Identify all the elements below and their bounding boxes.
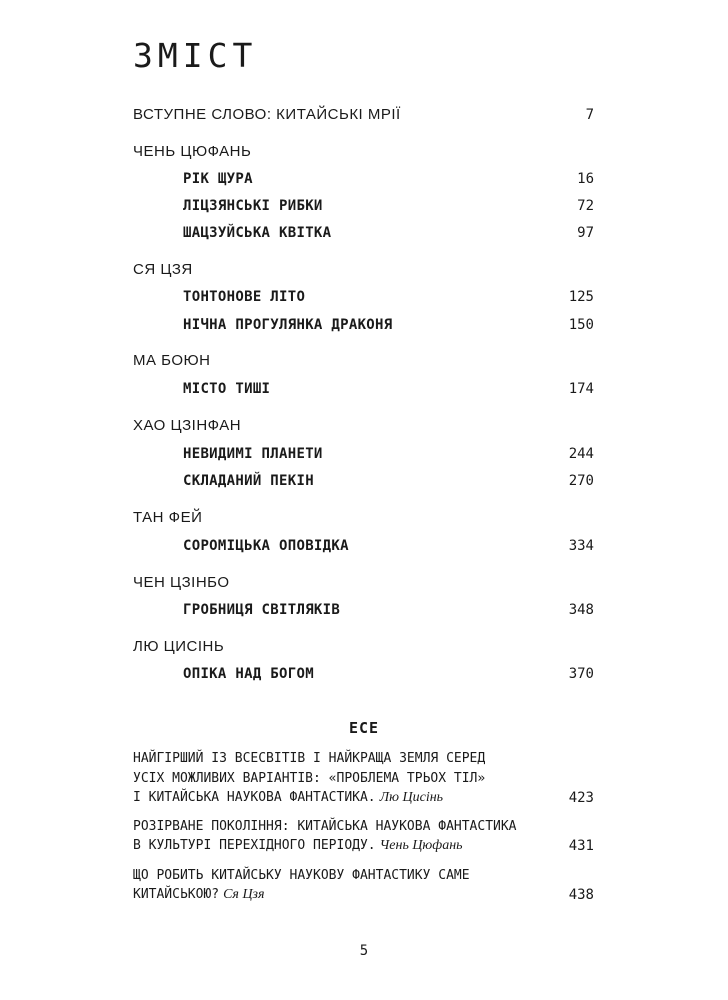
toc-entry-intro[interactable]: [0, 104, 728, 126]
story-page-number: 72: [577, 198, 594, 214]
essay-title-line: ЩО РОБИТЬ КИТАЙСЬКУ НАУКОВУ ФАНТАСТИКУ САМЕ: [133, 868, 470, 883]
toc-entry-story[interactable]: [0, 599, 728, 621]
author-name: ТАН ФЕЙ: [133, 509, 203, 526]
toc-entry-story[interactable]: [0, 168, 728, 190]
page-title: ЗМІСТ: [133, 36, 258, 75]
story-page-number: 334: [568, 538, 594, 554]
essay-title-line: КИТАЙСЬКОЮ?: [133, 887, 220, 902]
story-page-number: 174: [568, 381, 594, 397]
essay-title-line-with-author: [133, 836, 463, 856]
author-name: ЛЮ ЦИСІНЬ: [133, 638, 225, 655]
essay-author: Лю Цисінь: [379, 790, 444, 805]
author-heading: [0, 415, 728, 437]
author-heading: [0, 350, 728, 372]
essay-title-line: І КИТАЙСЬКА НАУКОВА ФАНТАСТИКА.: [133, 790, 376, 805]
story-title: СОРОМІЦЬКА ОПОВІДКА: [183, 538, 349, 554]
story-title: ГРОБНИЦЯ СВІТЛЯКІВ: [183, 602, 341, 618]
toc-entry-story[interactable]: [0, 222, 728, 244]
author-heading: [0, 572, 728, 594]
story-page-number: 244: [568, 446, 594, 462]
author-heading: [0, 507, 728, 529]
intro-label: ВСТУПНЕ СЛОВО: КИТАЙСЬКІ МРІЇ: [133, 106, 401, 123]
story-page-number: 270: [568, 473, 594, 489]
author-heading: [0, 636, 728, 658]
toc-entry-story[interactable]: [0, 663, 728, 685]
story-title: НІЧНА ПРОГУЛЯНКА ДРАКОНЯ: [183, 317, 393, 333]
essay-author: Ся Цзя: [223, 887, 265, 902]
story-page-number: 97: [577, 225, 594, 241]
essay-page-number: 438: [568, 887, 594, 903]
essay-page-number: 423: [568, 790, 594, 806]
story-page-number: 370: [568, 666, 594, 682]
author-name: ЧЕНЬ ЦЮФАНЬ: [133, 143, 252, 160]
story-title: СКЛАДАНИЙ ПЕКІН: [183, 473, 314, 489]
toc-entry-story[interactable]: [0, 470, 728, 492]
essay-title-line-with-author: [133, 885, 265, 905]
story-title: ЛІЦЗЯНСЬКІ РИБКИ: [183, 198, 323, 214]
author-name: ХАО ЦЗІНФАН: [133, 417, 242, 434]
author-name: МА БОЮН: [133, 352, 211, 369]
author-heading: [0, 141, 728, 163]
essay-page-number: 431: [568, 838, 594, 854]
page-number: 5: [359, 943, 369, 959]
essay-author: Чень Цюфань: [379, 838, 463, 853]
story-page-number: 16: [577, 171, 594, 187]
story-title: РІК ЩУРА: [183, 171, 253, 187]
essay-title-line: В КУЛЬТУРІ ПЕРЕХІДНОГО ПЕРІОДУ.: [133, 838, 376, 853]
toc-entry-story[interactable]: [0, 535, 728, 557]
essay-title-line: НАЙГІРШИЙ ІЗ ВСЕСВІТІВ І НАЙКРАЩА ЗЕМЛЯ СЕРЕД: [133, 751, 486, 766]
story-title: ТОНТОНОВЕ ЛІТО: [183, 289, 306, 305]
story-page-number: 125: [568, 289, 594, 305]
toc-entry-story[interactable]: [0, 314, 728, 336]
essays-heading: ЕСЕ: [348, 719, 380, 737]
essay-title-line: УСІХ МОЖЛИВИХ ВАРІАНТІВ: «ПРОБЛЕМА ТРЬОХ ТІЛ»: [133, 771, 486, 786]
author-name: ЧЕН ЦЗІНБО: [133, 574, 230, 591]
toc-entry-story[interactable]: [0, 378, 728, 400]
story-page-number: 348: [568, 602, 594, 618]
story-page-number: 150: [568, 317, 594, 333]
story-title: ШАЦЗУЙСЬКА КВІТКА: [183, 225, 332, 241]
toc-entry-story[interactable]: [0, 286, 728, 308]
essay-title-line-with-author: [133, 788, 443, 808]
toc-entry-story[interactable]: [0, 443, 728, 465]
author-name: СЯ ЦЗЯ: [133, 261, 193, 278]
story-title: МІСТО ТИШІ: [183, 381, 271, 397]
story-title: НЕВИДИМІ ПЛАНЕТИ: [183, 446, 323, 462]
essay-title-line: РОЗІРВАНЕ ПОКОЛІННЯ: КИТАЙСЬКА НАУКОВА ФАНТАСТИКА: [133, 819, 517, 834]
story-title: ОПІКА НАД БОГОМ: [183, 666, 314, 682]
toc-entry-story[interactable]: [0, 195, 728, 217]
author-heading: [0, 259, 728, 281]
intro-page-number: 7: [585, 107, 594, 123]
